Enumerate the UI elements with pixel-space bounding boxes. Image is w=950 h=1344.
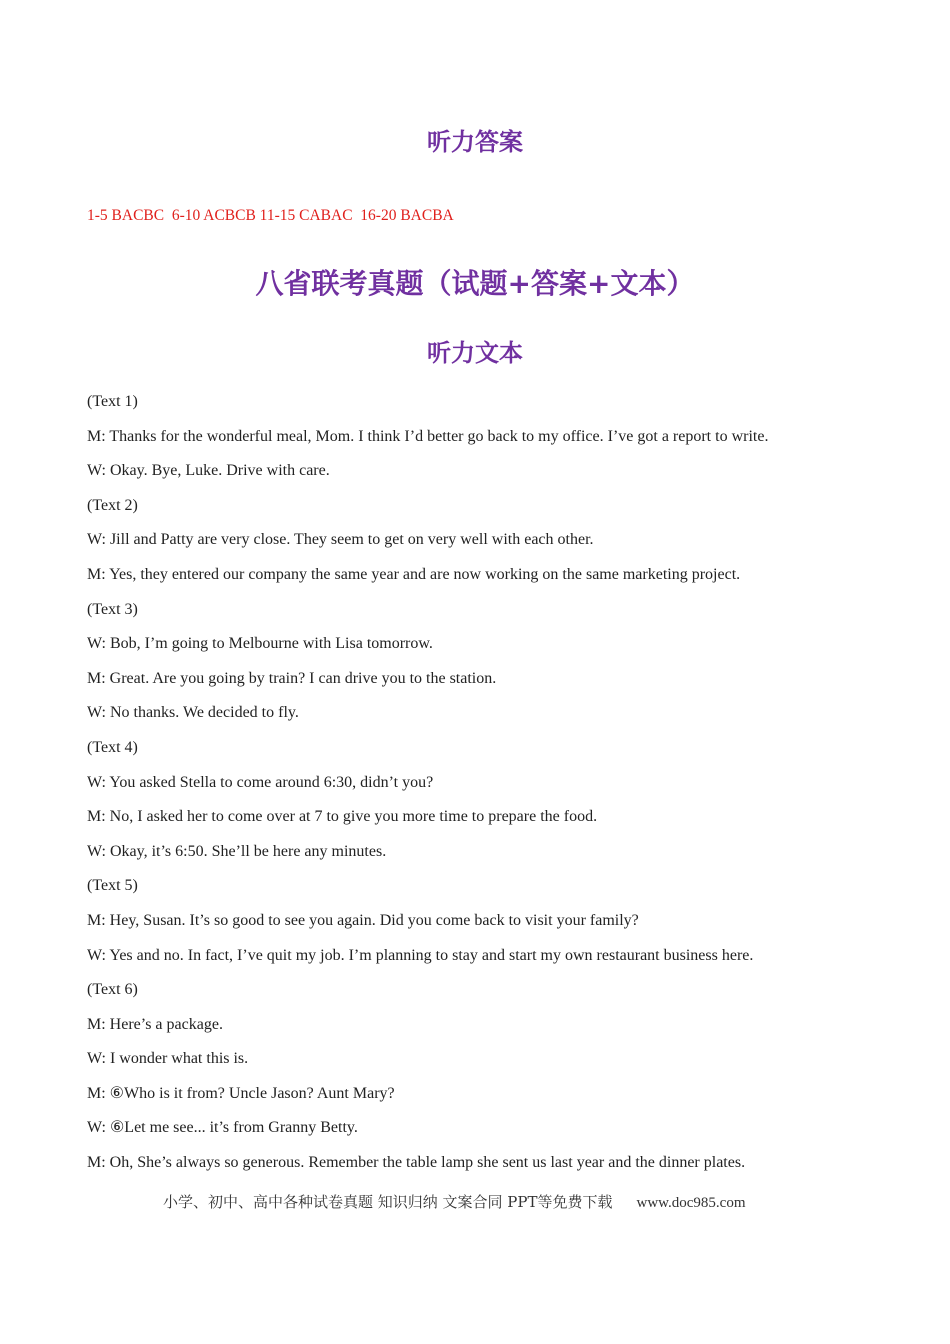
transcript-line: M: No, I asked her to come over at 7 to give you more time to prepare the food.: [87, 808, 598, 826]
transcript-line: W: Okay. Bye, Luke. Drive with care.: [87, 462, 330, 480]
transcript-line: (Text 2): [87, 496, 138, 514]
main-title: 八省联考真题（试题+答案+文本）: [255, 267, 695, 300]
transcript-line: (Text 6): [87, 981, 138, 999]
footer-text: 小学、初中、高中各种试卷真题 知识归纳 文案合同 PPT等免费下载: [163, 1193, 613, 1211]
transcript-line: W: Bob, I’m going to Melbourne with Lisa tomorrow.: [87, 635, 433, 653]
transcript-line: (Text 1): [87, 393, 138, 410]
transcript-line: M: Great. Are you going by train? I can drive you to the station.: [87, 669, 497, 687]
transcript-line: W: ⑥Let me see... it’s from Granny Betty.: [87, 1119, 358, 1137]
transcript-line: M: Hey, Susan. It’s so good to see you again. Did you come back to visit your family?: [87, 911, 639, 929]
transcript-line: W: Yes and no. In fact, I’ve quit my job. I’m planning to stay and start my own restaurant business here.: [87, 946, 754, 964]
transcript-line: M: Oh, She’s always so generous. Remember the table lamp she sent us last year and the dinner plates.: [87, 1154, 746, 1172]
transcript-line: M: Yes, they entered our company the same year and are now working on the same marketing project.: [87, 565, 741, 583]
transcript-line: W: No thanks. We decided to fly.: [87, 704, 299, 722]
transcript-line: M: Here’s a package.: [87, 1015, 223, 1033]
transcript-line: W: I wonder what this is.: [87, 1050, 249, 1068]
transcript-heading: 听力文本: [427, 339, 523, 367]
footer-site-link[interactable]: www.doc985.com: [636, 1195, 746, 1211]
transcript-line: W: Okay, it’s 6:50. She’ll be here any minutes.: [87, 842, 387, 860]
answer-heading: 听力答案: [427, 128, 523, 156]
transcript-line: W: Jill and Patty are very close. They seem to get on very well with each other.: [87, 531, 594, 549]
transcript-line: (Text 3): [87, 600, 138, 618]
answer-key: 1-5 BACBC 6-10 ACBCB 11-15 CABAC 16-20 BACBA: [87, 207, 454, 224]
transcript-line: (Text 4): [87, 738, 138, 756]
transcript-list: [87, 392, 887, 1188]
transcript-line: W: You asked Stella to come around 6:30, didn’t you?: [87, 773, 434, 791]
transcript-line: M: Thanks for the wonderful meal, Mom. I think I’d better go back to my office. I’ve got a report to write.: [87, 427, 769, 445]
page-footer: [163, 1191, 746, 1212]
transcript-line: (Text 5): [87, 877, 138, 895]
transcript-line: M: ⑥Who is it from? Uncle Jason? Aunt Mary?: [87, 1084, 395, 1102]
